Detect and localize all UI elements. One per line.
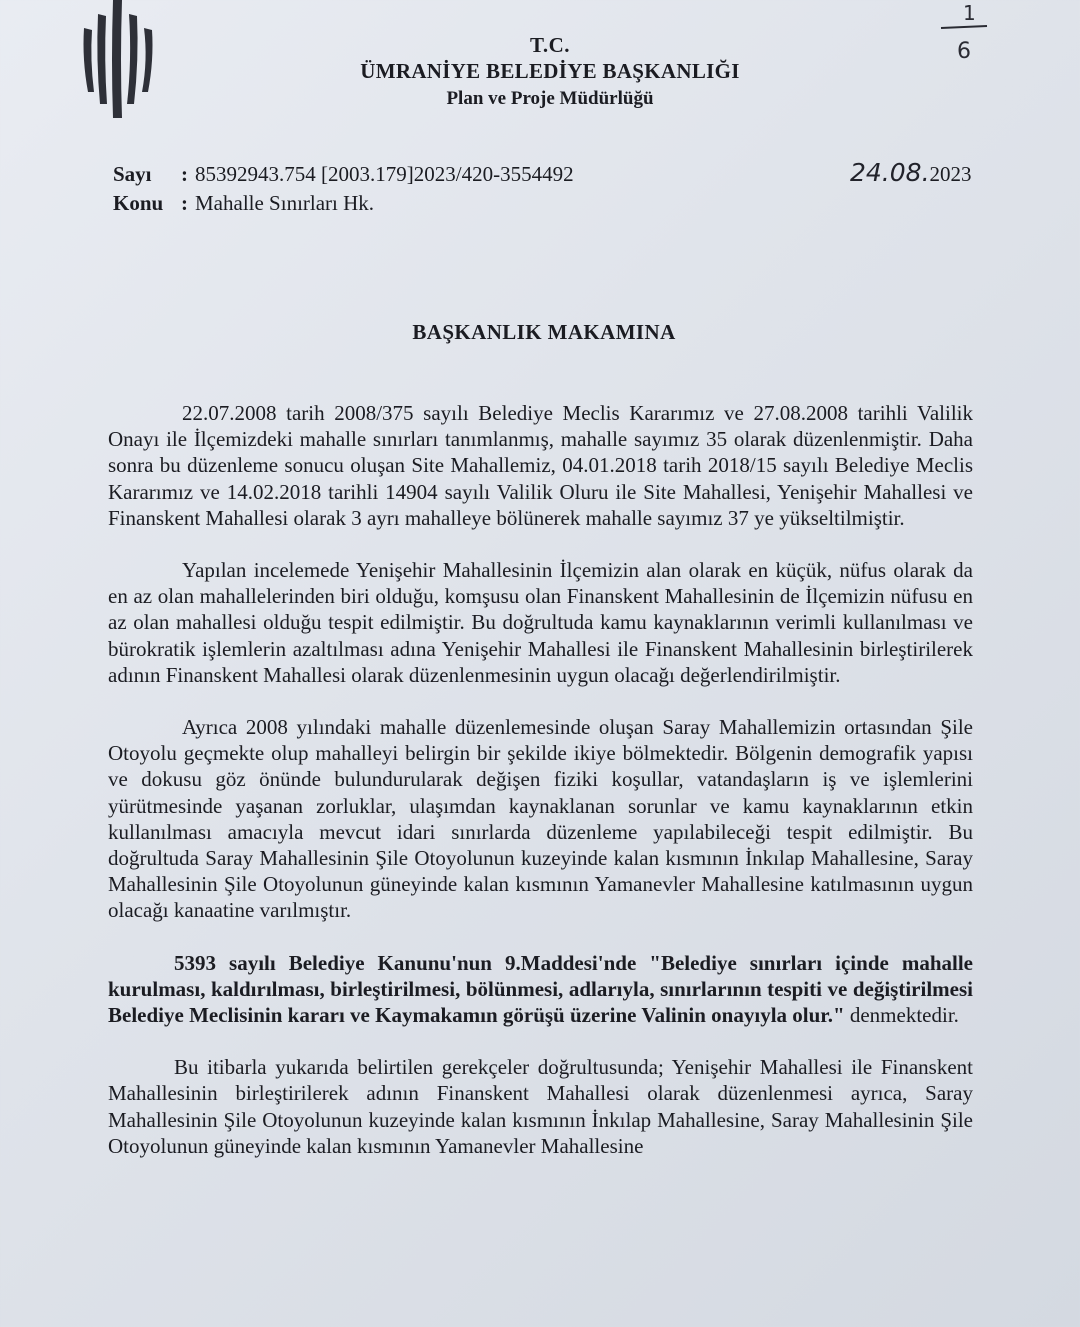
- page-note-divider: [941, 26, 987, 28]
- date-year: 2023: [929, 162, 972, 186]
- header-municipality: ÜMRANİYE BELEDİYE BAŞKANLIĞI: [360, 59, 740, 83]
- konu-colon: :: [181, 191, 188, 215]
- handwritten-page-note: [935, 0, 995, 70]
- law-quote-tail: denmektedir.: [844, 1003, 959, 1028]
- addressee-title: BAŞKANLIK MAKAMINA: [412, 320, 676, 344]
- date-handwritten: 24.08.: [850, 158, 930, 187]
- letterhead: [300, 32, 800, 113]
- municipality-logo-icon: [80, 0, 164, 118]
- paragraph-5: Bu itibarla yukarıda belirtilen gerekçeler doğrultusunda; Yenişehir Mahallesi ile Finanskent Mahallesinin birleştirilerek adının Finanskent Mahallesi olarak düzenlenmesi ayrıca, Saray Mahallesinin Şile Otoyolunun kuzeyinde kalan kısmının İnkılap Mahallesine, Saray Mahallesinin Şile Otoyolunun güneyinde kalan kısmının Yamanevler Mahallesine: [108, 1055, 973, 1158]
- header-directorate: Plan ve Proje Müdürlüğü: [446, 88, 654, 109]
- paragraph-4: [108, 950, 973, 1029]
- paragraph-1: 22.07.2008 tarih 2008/375 sayılı Belediye Meclis Kararımız ve 27.08.2008 tarihli Valilik Onayı ile İlçemizdeki mahalle sınırları tanımlanmış, mahalle sayımız 35 olarak düzenlenmiştir. Daha sonra bu düzenleme sonucu oluşan Site Mahallemiz, 04.01.2018 tarih 2018/15 sayılı Belediye Meclis Kararımız ve 14.02.2018 tarihli 14904 sayılı Valilik Oluru ile Site Mahallesi, Yenişehir Mahallesi ve Finanskent Mahallesi olarak 3 ayrı mahalleye bölünerek mahalle sayımız 37 ye yükseltilmiştir.: [108, 401, 973, 530]
- reference-block: [113, 160, 574, 218]
- letter-body: [108, 400, 973, 1185]
- paragraph-2: Yapılan incelemede Yenişehir Mahallesinin İlçemizin alan olarak en küçük, nüfus olarak da en az olan mahallelerinden biri olduğu, komşusu olan Finanskent Mahallesinin de İlçemizin nüfusu en az olan mahallesi olduğu tespit edilmiştir. Bu doğrultuda kamu kaynaklarının verimli kullanılması ve bürokratik işlemlerin azaltılması adına Yenişehir Mahallesi ile Finanskent Mahallesinin birleştirilerek adının Finanskent Mahallesi olarak düzenlenmesinin uygun olacağı değerlendirilmiştir.: [108, 558, 973, 687]
- header-tc: T.C.: [529, 33, 571, 57]
- sayi-value: 85392943.754 [2003.179]2023/420-3554492: [195, 162, 574, 186]
- paragraph-3: Ayrıca 2008 yılındaki mahalle düzenlemesinde oluşan Saray Mahallemizin ortasından Şile Otoyolu geçmekte olup mahalleyi belirgin bir şekilde ikiye bölmektedir. Bölgenin demografik yapısı ve dokusu göz önünde bulundurularak değişen fiziki koşullar, vatandaşların iş ve işlemlerini yürütmesinde yaşanan zorluklar, ulaşımdan kaynaklanan sorunlar ve kamu kaynaklarının etkin kullanılması amacıyla mevcut idari sınırlarda düzenleme yapılabileceği tespit edilmiştir. Bu doğrultuda Saray Mahallesinin Şile Otoyolunun kuzeyinde kalan kısmının İnkılap Mahallesine, Saray Mahallesinin Şile Otoyolunun güneyinde kalan kısmının Yamanevler Mahallesine katılmasının uygun olacağı kanaatine varılmıştır.: [108, 715, 973, 923]
- page-note-bottom: 6: [957, 39, 971, 64]
- konu-label: Konu: [113, 191, 164, 215]
- page-note-top: 1: [963, 1, 976, 25]
- sayi-colon: :: [181, 162, 188, 186]
- konu-value: Mahalle Sınırları Hk.: [195, 191, 375, 215]
- sayi-label: Sayı: [113, 162, 152, 186]
- document-date: [850, 158, 972, 187]
- sayi-row: [113, 160, 574, 189]
- konu-row: [113, 189, 574, 218]
- law-quote: 5393 sayılı Belediye Kanunu'nun 9.Maddesi'nde "Belediye sınırları içinde mahalle kurulması, kaldırılması, birleştirilmesi, bölünmesi, adlarıyla, sınırlarının tespiti ve değiştirilmesi Belediye Meclisinin kararı ve Kaymakamın görüşü üzerine Valinin onayıyla olur.": [108, 950, 973, 1028]
